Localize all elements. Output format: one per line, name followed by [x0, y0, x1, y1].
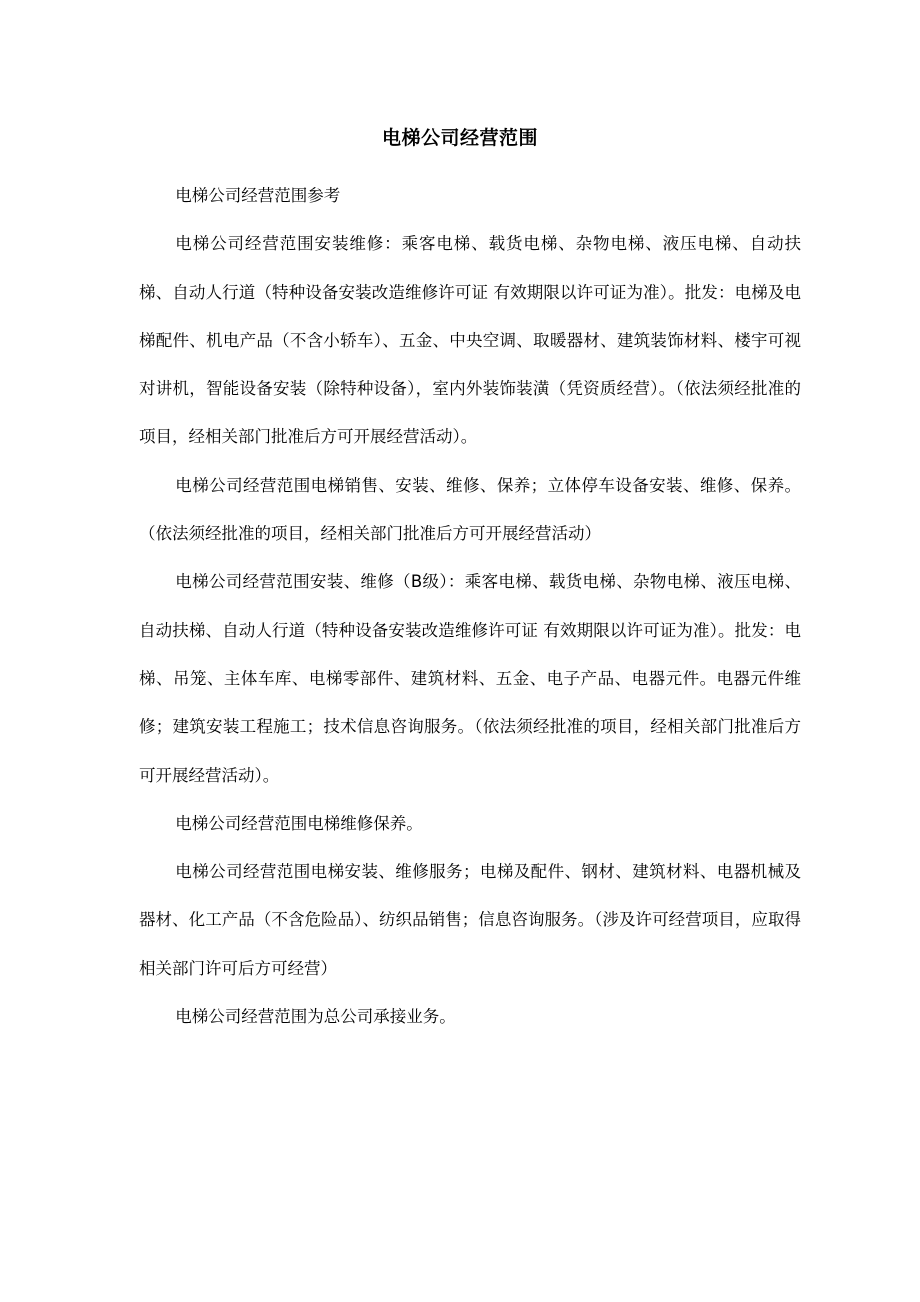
paragraph-maintenance: 电梯公司经营范围电梯维修保养。	[175, 813, 423, 833]
paragraph-installation-maintenance: 电梯公司经营范围安装维修：乘客电梯、载货电梯、杂物电梯、液压电梯、自动扶梯、自动人行道（特种设备安装改造维修许可证 有效期限以许可证为准）。批发：电梯及电梯配件、机电产品（不含小轿车）、五金、中央空调、取暖器材、建筑装饰材料、楼宇可视对讲机，智能设备安装（除特种设备），室内外装饰装潢（凭资质经营）。（依法须经批准的项目，经相关部门批准后方可开展经营活动）。	[139, 234, 801, 447]
paragraph-reference: 电梯公司经营范围参考	[175, 186, 341, 205]
paragraph-head-office: 电梯公司经营范围为总公司承接业务。	[175, 1007, 456, 1027]
paragraph-installation-grade-b: 电梯公司经营范围安装、维修（B级）：乘客电梯、载货电梯、杂物电梯、液压电梯、自动扶梯、自动人行道（特种设备安装改造维修许可证 有效期限以许可证为准）。批发：电梯、吊笼、主体车库、电梯零部件、建筑材料、五金、电子产品、电器元件。电器元件维修；建筑安装工程施工；技术信息咨询服务。（依法须经批准的项目，经相关部门批准后方可开展经营活动）。	[139, 572, 801, 785]
paragraph-sales-installation: 电梯公司经营范围电梯销售、安装、维修、保养；立体停车设备安装、维修、保养。（依法须经批准的项目，经相关部门批准后方可开展经营活动）	[139, 475, 801, 544]
paragraph-installation-services: 电梯公司经营范围电梯安装、维修服务；电梯及配件、钢材、建筑材料、电器机械及器材、化工产品（不含危险品）、纺织品销售；信息咨询服务。（涉及许可经营项目，应取得相关部门许可后方可经营）	[139, 862, 801, 978]
document-body	[139, 172, 801, 1041]
document-title: 电梯公司经营范围	[381, 127, 538, 149]
